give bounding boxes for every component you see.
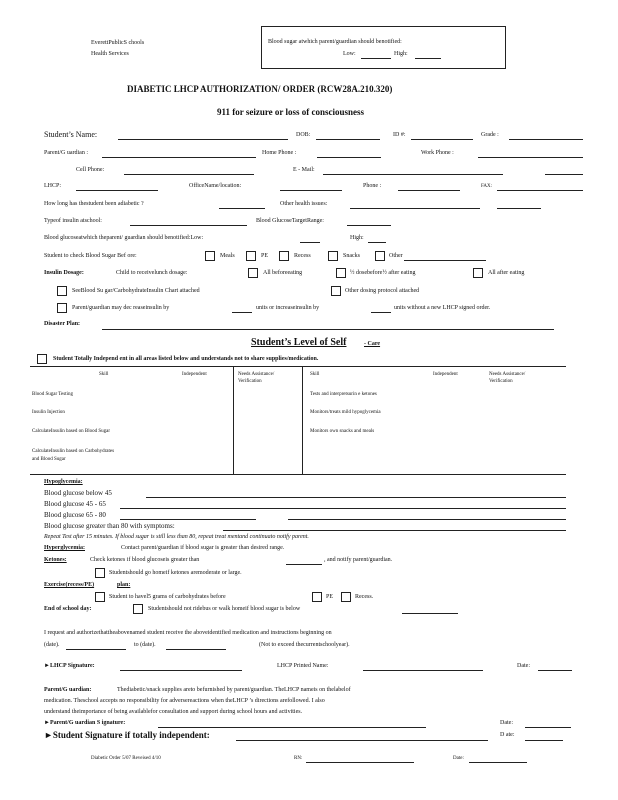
phone-label: Phone : [363,183,382,189]
parent-line[interactable] [102,157,256,158]
skill-calc-carbs-2: and Blood Sugar [32,457,66,462]
ketones-threshold-line[interactable] [286,564,322,565]
verification-header-right: Verification [489,379,513,384]
request-date-label: (date). [44,642,60,648]
meals-label: Meals [220,253,235,259]
lhcp-printed-label: LHCP Printed Name: [277,663,329,669]
needs-header-right: Needs Assistance/ [489,372,526,377]
ketones-label: Ketones: [44,557,67,563]
totally-independent-text: Student Totally Independ ent in all areas listed below and understands not to share supplies/medication. [53,356,319,362]
footer-date-label: Date: [453,756,464,761]
parent-adjust-checkbox[interactable] [57,303,67,313]
dob-line[interactable] [316,139,380,140]
fax-line[interactable] [497,190,583,191]
skill-hypoglycemia: Monitors/treats mild hypoglycemia [310,410,381,415]
disaster-plan-label: Disaster Plan: [44,321,81,327]
half-dose-checkbox[interactable] [336,268,346,278]
email-label: E - Mail: [293,167,315,173]
request-text: I request and authorizethattheabovenamed student receive the aboveidentified medication and instructions beginning on [44,630,332,636]
grade-label: Grade : [481,132,499,138]
glucose-target-label: Blood GlucoseTargetRange: [256,218,324,224]
verification-header-left: Verification [238,379,262,384]
hypo-row-2: Blood glucose 45 - 65 [44,500,106,508]
hyperglycemia-label: Hyperglycemia: [44,545,85,551]
exercise-plan-label: plan: [117,582,131,588]
other-health-line-2[interactable] [497,208,541,209]
increase-units-line[interactable] [371,312,391,313]
table-top-line [30,366,566,367]
how-long-line[interactable] [219,208,265,209]
parent-note-line-3: understand theimportance of being availablefor consultation and support during school hours and activities. [44,709,303,715]
low-label: Low: [343,51,356,57]
parent-note-label: Parent/G uardian: [44,687,92,693]
student-date-label: D ate: [500,732,515,738]
request-end-date-line[interactable] [166,649,226,650]
home-phone-line[interactable] [317,157,381,158]
fax-label: FAX: [481,184,493,189]
skill-ketones: Tests and interpretsurin e ketones [310,392,377,397]
dob-label: DOB: [296,132,311,138]
recess-label: Recess [294,253,311,259]
health-services: Health Services [91,51,129,57]
notify-high-label: High: [350,235,364,241]
skill-blood-sugar-testing: Blood Sugar Testing [32,392,73,397]
meals-checkbox[interactable] [205,251,215,261]
cell-phone-line[interactable] [124,174,254,175]
id-label: ID #: [393,132,406,138]
end-of-day-line[interactable] [402,613,458,614]
student-name-label: Student’s Name: [44,130,98,139]
parent-note-line-1: Thediabetic/snack supplies areto befurnished by parent/guardian. TheLHCP nameis on thelabelof [117,687,351,693]
self-care-title: Student’s Level of Self [251,337,347,348]
other-protocol-label: Other dosing protocol attached [345,288,420,294]
exercise-recess-checkbox[interactable] [341,592,351,602]
work-phone-line[interactable] [478,157,583,158]
pe-checkbox[interactable] [246,251,256,261]
snacks-checkbox[interactable] [328,251,338,261]
skill-snacks: Monitors own snacks and meals [310,429,375,434]
notify-high-line[interactable] [368,242,386,243]
totally-independent-checkbox[interactable] [37,354,47,364]
hypo-row-4: Blood glucose greater than 80 with symptoms: [44,522,175,530]
skill-calc-blood-sugar: CalculateInsulin based on Blood Sugar [32,429,111,434]
high-line[interactable] [415,58,441,59]
phone-line[interactable] [398,190,460,191]
email-line-2[interactable] [545,174,583,175]
independent-header-left: Independent [182,372,207,377]
request-not-exceed: (Not to exceed thecurrentschoolyear). [259,642,350,648]
snacks-label: Snacks [343,253,360,259]
parent-date-label: Date: [500,720,513,726]
parent-signature-label: ►Parent/G uardian S ignature: [44,720,126,726]
lunch-dosage-text: Child to receivelunch dosage: [116,270,188,276]
footer-date-line[interactable] [469,762,527,763]
see-chart-label: SeeBlood Su gar/CarbohydrateInsulin Chart attached [72,288,200,294]
after-eating-label: All after eating [488,270,525,276]
grade-line[interactable] [509,139,583,140]
hypo-repeat: Repeat Test after 15 minutes. If blood sugar is still less than 80, repeat treat mentand continuato notify parent. [44,534,309,540]
form-title: DIABETIC LHCP AUTHORIZATION/ ORDER (RCW28A.210.320) [127,84,393,94]
rn-label: RN: [294,756,303,761]
office-line[interactable] [280,190,342,191]
notify-box-text: Blood sugar atwhich parent/guardian should benotified: [268,39,402,45]
how-long-label: How long has thestudent been adiabetic ? [44,201,144,207]
student-signature-label: ►Student Signature if totally independent: [44,730,210,740]
lhcp-date-line[interactable] [538,670,572,671]
exercise-pe-label: PE [326,594,334,600]
exercise-text: Student to havel5 grams of carbohydrates before [109,594,226,600]
see-chart-checkbox[interactable] [57,286,67,296]
table-divider-1 [233,366,234,474]
lhcp-label: LHCP: [44,183,62,189]
notify-low-line[interactable] [300,242,320,243]
after-eating-checkbox[interactable] [473,268,483,278]
low-line[interactable] [361,58,391,59]
parent-signature-line[interactable] [158,727,426,728]
end-of-day-checkbox[interactable] [133,604,143,614]
rn-line[interactable] [306,762,414,763]
other-health-line[interactable] [350,208,480,209]
parent-label: Parent/G uardian : [44,150,88,156]
other-health-label: Other health issues: [280,201,328,207]
skill-calc-carbs: CalculateInsulin based on Carbohydrates [32,449,115,454]
office-label: OfficeName/location: [189,183,242,189]
independent-header-right: Independent [433,372,458,377]
lhcp-signature-line[interactable] [120,670,242,671]
skill-insulin-injection: Insulin Injection [32,410,65,415]
other-checkbox[interactable] [375,251,385,261]
before-eating-label: All beforeeating [263,270,303,276]
student-signature-line[interactable] [236,740,488,741]
parent-adjust-text: Parent/guardian may dec reaseinsulin by [72,305,170,311]
parent-date-line[interactable] [525,727,571,728]
decrease-units-line[interactable] [232,312,252,313]
exercise-label: Exercise(recess/PE) [44,582,95,588]
hypoglycemia-label: Hypoglycemia: [44,479,83,485]
cell-phone-label: Cell Phone: [76,167,105,173]
ketones-home-checkbox[interactable] [95,568,105,578]
hypo-line-3a[interactable] [120,519,256,520]
other-protocol-checkbox[interactable] [331,286,341,296]
high-label: High: [394,51,408,57]
exercise-checkbox[interactable] [95,592,105,602]
lhcp-line[interactable] [76,190,158,191]
hypo-line-4[interactable] [223,530,566,531]
ketones-text: Check ketones if blood glucoseis greater than [90,557,200,563]
insulin-dosage-label: Insulin Dosage: [44,270,84,276]
notify-box [261,26,506,69]
other-line[interactable] [404,260,486,261]
home-phone-label: Home Phone : [262,150,297,156]
table-bottom-line [30,474,566,475]
half-dose-label: ½ dosebefore½ after eating [350,270,416,276]
self-care-suffix: - Care [364,341,381,347]
recess-checkbox[interactable] [279,251,289,261]
ketones-home-text: Studentshould go homeif ketones aremoderate or large. [109,570,242,576]
ketones-notify: , and notify parent/guardian. [324,557,393,563]
parent-note-line-2: medication. Theschool accepts no responsibility for adversereactions when theLHCP ’s directions arefollowed. I also [44,698,325,704]
exercise-recess-label: Recess. [355,594,374,600]
pe-label: PE [261,253,269,259]
hypo-line-2[interactable] [120,508,566,509]
table-divider-2 [302,366,303,474]
student-date-line[interactable] [525,740,563,741]
form-subtitle: 911 for seizure or loss of consciousness [217,107,365,117]
end-of-day-label: End of school day: [44,606,92,612]
district-name: EverettPublicS chools [91,40,145,46]
needs-header-left: Needs Assistance/ [238,372,275,377]
hypo-line-1[interactable] [146,497,566,498]
form-version: Diabetic Order 5/07 Reveised 4/10 [91,756,161,761]
email-line[interactable] [323,174,503,175]
student-name-line[interactable] [118,139,288,140]
hyperglycemia-text: Contact parent/guardian if blood sugar is greater than desired range. [121,545,285,551]
skill-header-right: Skill [310,372,320,377]
skill-header-left: Skill [99,372,109,377]
exercise-pe-checkbox[interactable] [312,592,322,602]
units-increase-text: units or increaseinsulin by [256,305,320,311]
glucose-notify-label: Blood glucoseatwhich theparent/ guardian should benotified:Low: [44,235,204,241]
lhcp-printed-line[interactable] [363,670,483,671]
other-label: Other [389,253,403,259]
request-to-label: to (date). [134,642,156,648]
hypo-row-1: Blood glucose below 45 [44,489,112,497]
check-before-label: Student to check Blood Sugar Bef ore: [44,253,137,259]
insulin-type-label: Typeof insulin atschool: [44,218,102,224]
before-eating-checkbox[interactable] [248,268,258,278]
work-phone-label: Work Phone : [421,150,454,156]
disaster-plan-line[interactable] [102,329,554,330]
hypo-row-3: Blood glucose 65 - 80 [44,511,106,519]
hypo-line-3b[interactable] [288,519,566,520]
units-without-text: units without a new LHCP signed order. [394,305,491,311]
id-line[interactable] [411,139,473,140]
end-of-day-text: Studentshould not ridebus or walk homeif blood sugar is below [148,606,301,612]
lhcp-signature-label: ►LHCP Signature: [44,663,95,669]
insulin-type-line[interactable] [130,225,247,226]
glucose-target-line[interactable] [347,225,391,226]
request-start-date-line[interactable] [66,649,126,650]
lhcp-date-label: Date: [517,663,530,669]
